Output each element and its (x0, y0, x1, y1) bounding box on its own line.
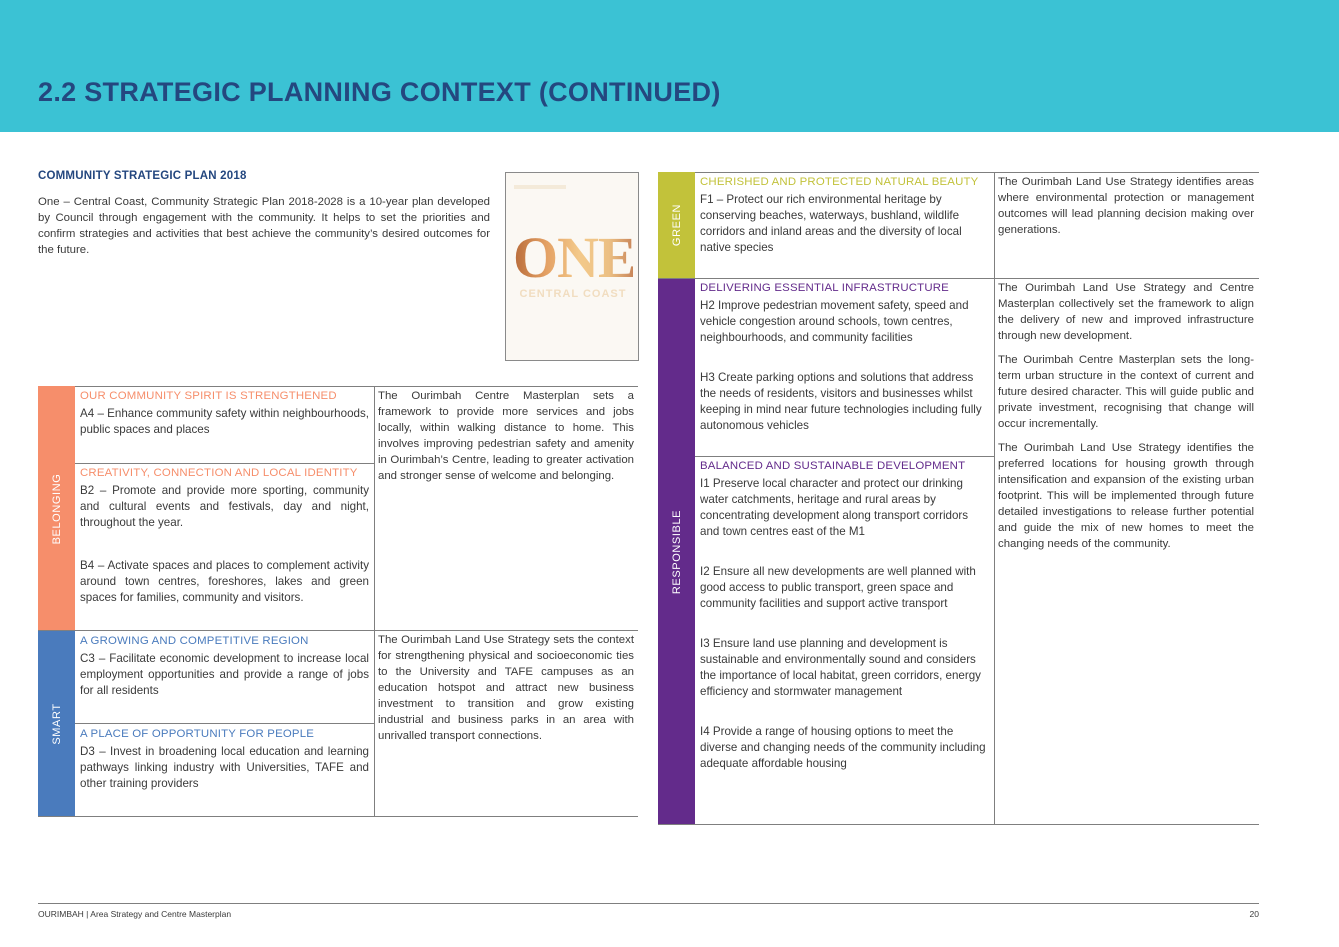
group-title: OUR COMMUNITY SPIRIT IS STRENGTHENED (80, 390, 337, 402)
footer-document-title: OURIMBAH | Area Strategy and Centre Masterplan (38, 909, 232, 919)
cover-decoration (514, 185, 566, 189)
action-item: H2 Improve pedestrian movement safety, speed and vehicle congestion around schools, town centres, neighbourhoods, and community facilities (700, 299, 969, 344)
action-item: H3 Create parking options and solutions that address the needs of residents, visitors and businesses whilst keeping in mind near future technologies including fully autonomous vehicles (700, 371, 982, 432)
cover-subtitle: CENTRAL COAST (519, 288, 627, 300)
column-divider (374, 386, 375, 816)
action-item: I1 Preserve local character and protect our drinking water catchments, heritage and rural areas by concentrating development along transport corridors and town centres east of the M1 (700, 477, 969, 538)
action-item: D3 – Invest in broadening local education and learning pathways linking industry with Universities, TAFE and other training providers (80, 745, 369, 790)
row-divider (658, 278, 1259, 279)
belonging-band-label: BELONGING (50, 473, 63, 544)
description-text: The Ourimbah Land Use Strategy and Centre Masterplan collectively set the framework to align the delivery of new and improved infrastructure through new development. (998, 282, 1254, 342)
green-band-label: GREEN (670, 203, 683, 247)
description-text: The Ourimbah Land Use Strategy sets the context for strengthening physical and socioeconomic ties to the University and TAFE campuses as an education hotspot and attract new business investment to transition and grow existing industrial and business parks in an area with unrivalled transport connections. (378, 634, 634, 742)
action-item: C3 – Facilitate economic development to increase local employment opportunities and provide a range of jobs for all residents (80, 652, 369, 697)
green-band (658, 172, 695, 278)
group-title: DELIVERING ESSENTIAL INFRASTRUCTURE (700, 282, 949, 294)
description-text: The Ourimbah Centre Masterplan sets a framework to provide more services and jobs locally, within walking distance to home. This involves improving pedestrian safety and amenity in Ourimbah’s Centre, leading to greater activation and stronger sense of welcome and belonging. (378, 390, 634, 482)
table-bottom-rule (38, 816, 638, 817)
action-item: A4 – Enhance community safety within neighbourhoods, public spaces and places (80, 407, 369, 436)
responsible-group-1 (700, 280, 988, 434)
row-divider (695, 456, 994, 457)
description-text: The Ourimbah Centre Masterplan sets the long-term urban structure in the context of current and future desired character. This will guide public and private investment, recognising that change will occur incrementally. (998, 354, 1254, 430)
row-divider (38, 630, 638, 631)
cover-title: ONE (513, 225, 636, 290)
belonging-description (378, 388, 634, 492)
action-item: B4 – Activate spaces and places to complement activity around town centres, foreshores, lakes and green spaces for families, community and visitors. (80, 559, 369, 604)
action-item: I3 Ensure land use planning and development is sustainable and environmentally sound and considers the importance of local habitat, green corridors, energy efficiency and stormwater management (700, 637, 981, 698)
green-description (998, 174, 1254, 246)
row-divider (75, 463, 374, 464)
section-body: One – Central Coast, Community Strategic Plan 2018-2028 is a 10-year plan developed by Council through engagement with the community. It helps to set the priorities and confirm strategies and activities that best achieve the community’s desired outcomes for the future. (38, 196, 490, 256)
responsible-group-2 (700, 458, 988, 772)
smart-group-1 (80, 633, 369, 699)
smart-description (378, 632, 634, 752)
footer-rule (38, 903, 1259, 904)
action-item: F1 – Protect our rich environmental heritage by conserving beaches, waterways, bushland, wildlife corridors and inland areas and the diversity of local native species (700, 193, 962, 254)
section-heading: COMMUNITY STRATEGIC PLAN 2018 (38, 170, 247, 182)
row-divider (75, 723, 374, 724)
footer-page-number: 20 (1249, 909, 1259, 919)
action-item: B2 – Promote and provide more sporting, community and cultural events and festivals, day and night, throughout the year. (80, 484, 369, 529)
group-title: CREATIVITY, CONNECTION AND LOCAL IDENTITY (80, 467, 358, 479)
belonging-band (38, 386, 75, 631)
responsible-description (998, 280, 1254, 560)
group-title: A GROWING AND COMPETITIVE REGION (80, 635, 309, 647)
description-text: The Ourimbah Land Use Strategy identifies areas where environmental protection or management outcomes will lead planning decision making over generations. (998, 176, 1254, 236)
page-title: 2.2 STRATEGIC PLANNING CONTEXT (CONTINUED) (38, 77, 721, 107)
table-bottom-rule (658, 824, 1259, 825)
belonging-group-1 (80, 388, 369, 438)
group-title: A PLACE OF OPPORTUNITY FOR PEOPLE (80, 728, 315, 740)
belonging-group-2 (80, 465, 369, 606)
table-top-rule (658, 172, 1259, 173)
column-divider (994, 172, 995, 825)
plan-cover-image (505, 172, 639, 361)
action-item: I2 Ensure all new developments are well planned with good access to public transport, green space and community facilities and support active transport (700, 565, 976, 610)
responsible-band-label: RESPONSIBLE (670, 509, 683, 595)
table-top-rule (38, 386, 638, 387)
header-banner (0, 0, 1339, 132)
group-title: CHERISHED AND PROTECTED NATURAL BEAUTY (700, 176, 979, 188)
description-text: The Ourimbah Land Use Strategy identifies the preferred locations for housing growth through intensification and expansion of the existing urban footprint. This will be implemented through future detailed investigations to release further potential and guide the mix of new homes to meet the changing needs of the community. (998, 442, 1254, 550)
green-group-1 (700, 174, 988, 256)
smart-group-2 (80, 726, 369, 792)
group-title: BALANCED AND SUSTAINABLE DEVELOPMENT (700, 460, 966, 472)
smart-band-label: SMART (50, 702, 63, 745)
responsible-band (658, 279, 695, 825)
action-item: I4 Provide a range of housing options to meet the diverse and changing needs of the community including adequate affordable housing (700, 725, 986, 770)
smart-band (38, 631, 75, 816)
